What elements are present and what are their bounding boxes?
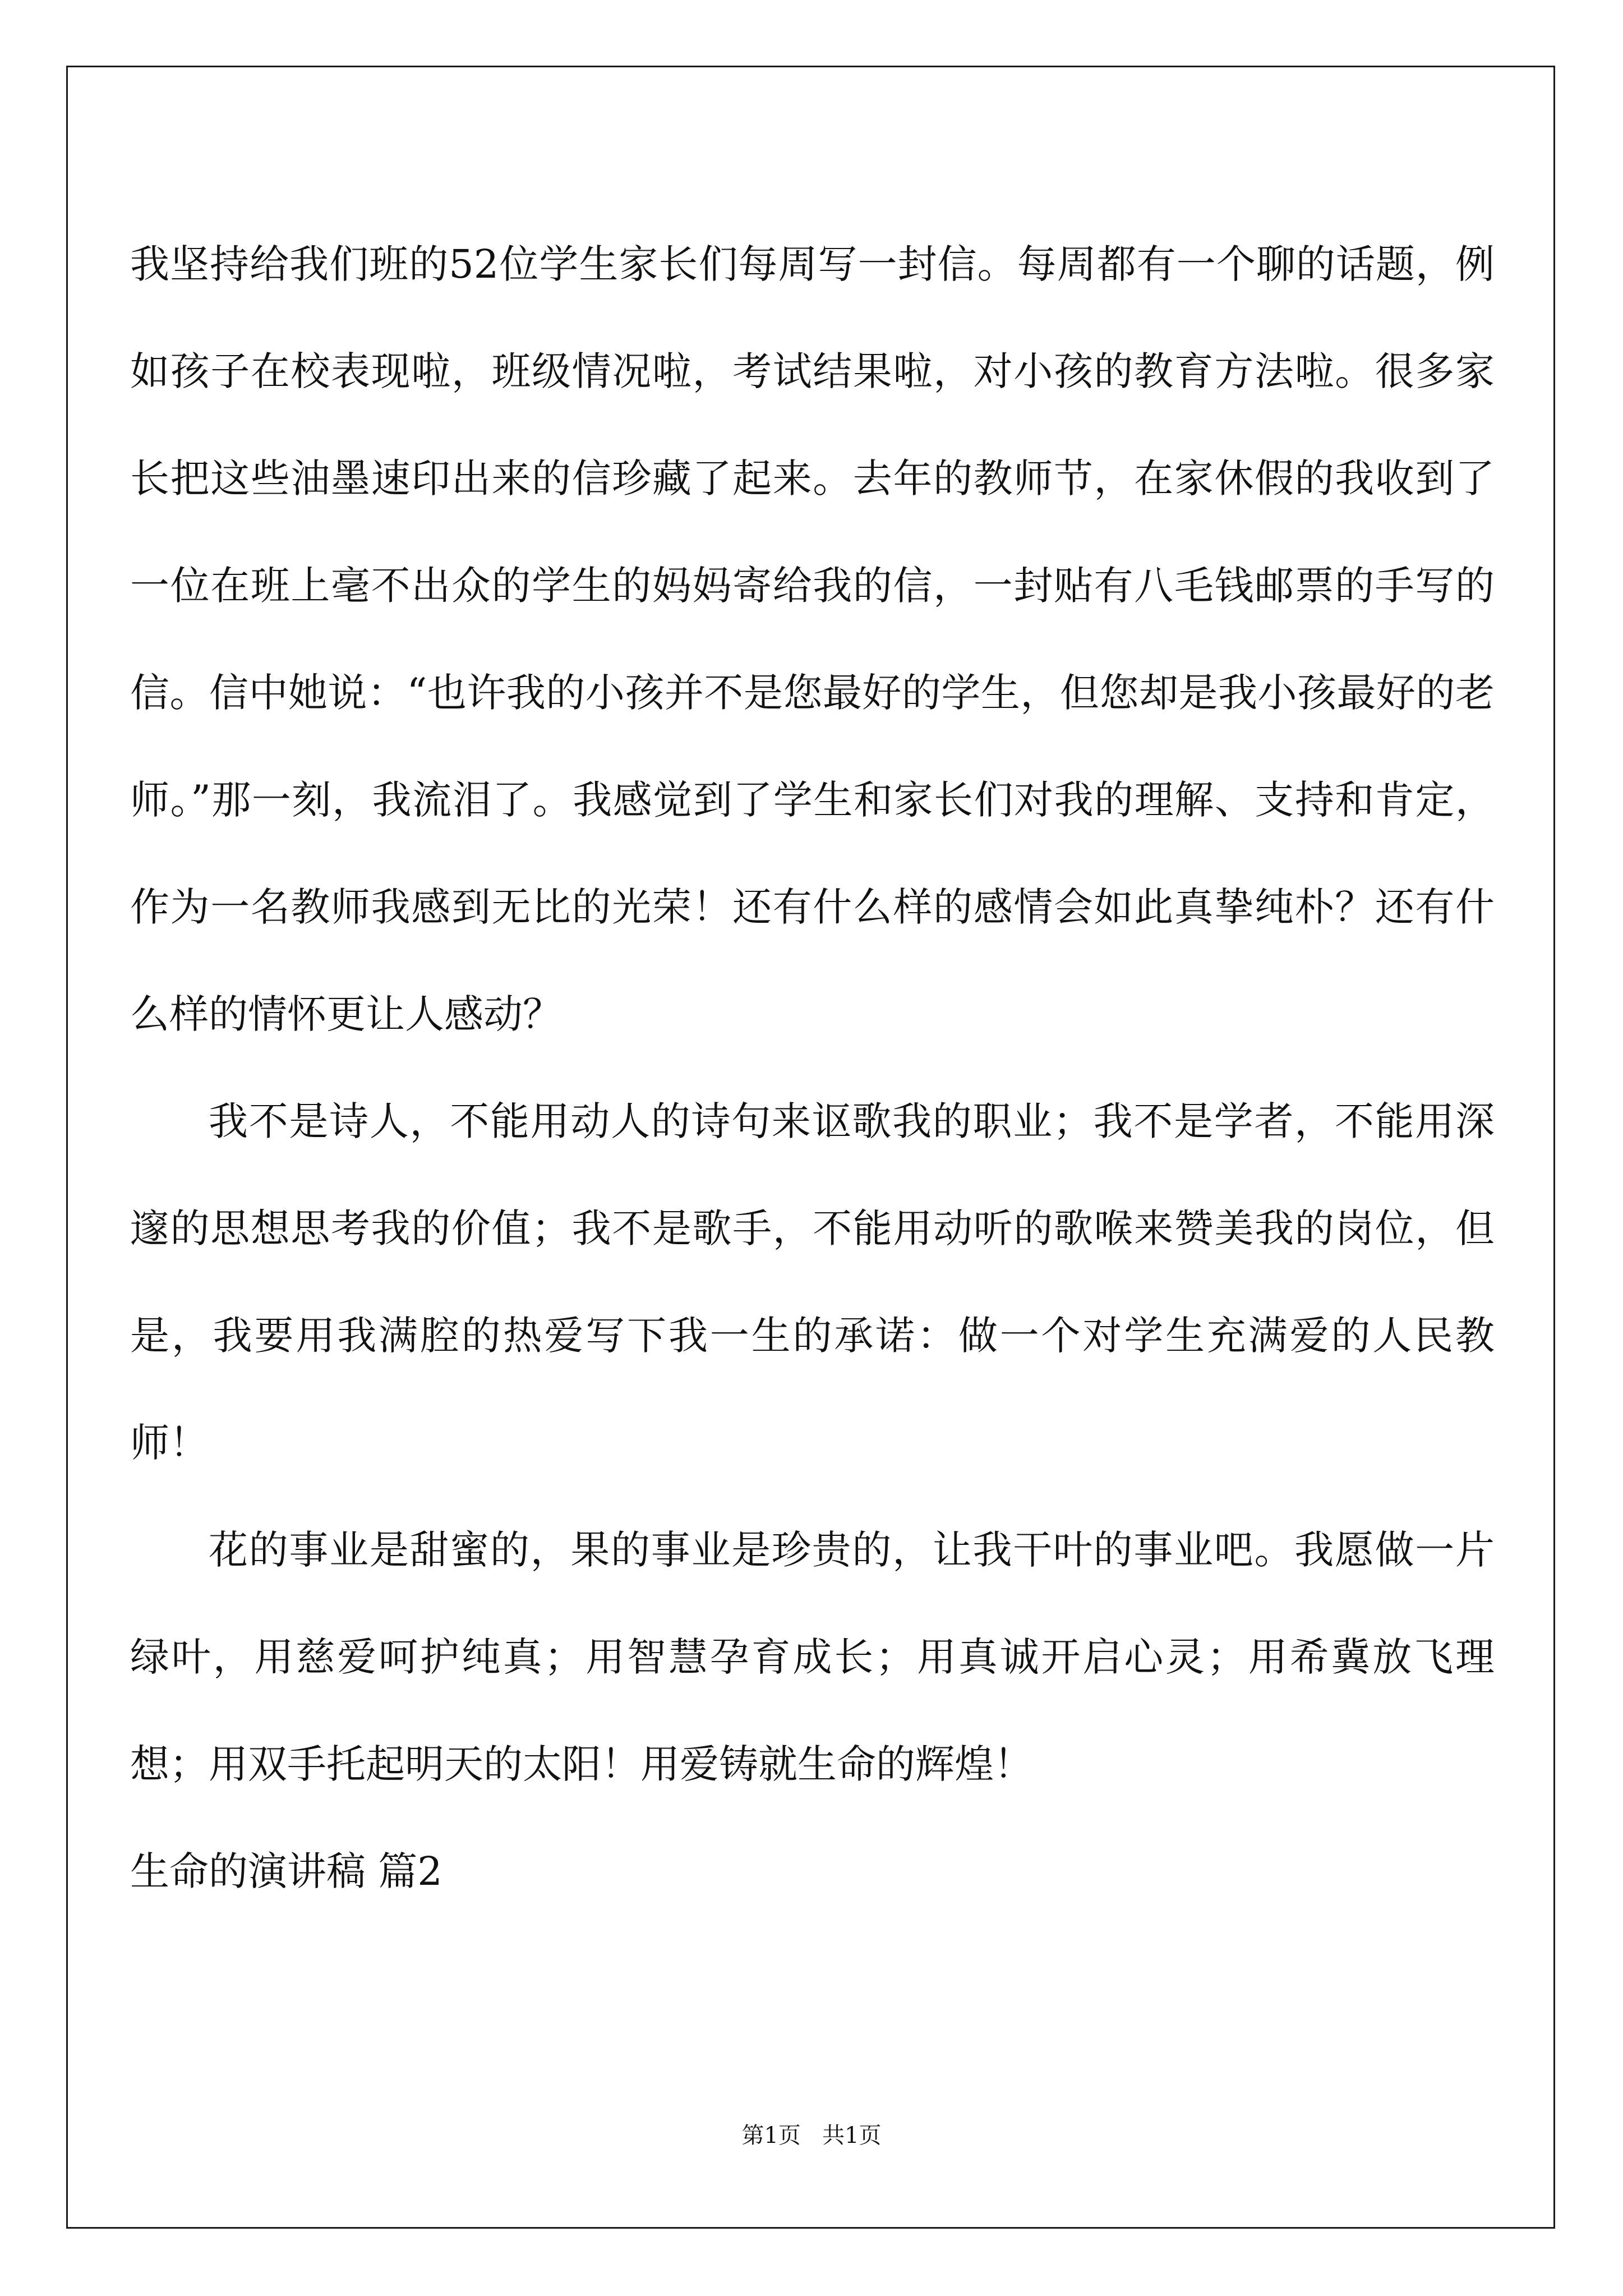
- paragraph-3: 花的事业是甜蜜的，果的事业是珍贵的，让我干叶的事业吧。我愿做一片绿叶，用慈爱呵护纯真；用智慧孕育成长；用真诚开启心灵；用希冀放飞理想；用双手托起明天的太阳！用爱铸就生命的辉煌！: [130, 1527, 1495, 1787]
- paragraph-1: 我坚持给我们班的52位学生家长们每周写一封信。每周都有一个聊的话题，例如孩子在校表现啦，班级情况啦，考试结果啦，对小孩的教育方法啦。很多家长把这些油墨速印出来的信珍藏了起来。去年的教师节，在家休假的我收到了一位在班上毫不出众的学生的妈妈寄给我的信，一封贴有八毛钱邮票的手写的信。信中她说：“也许我的小孩并不是您最好的学生，但您却是我小孩最好的老师。”那一刻，我流泪了。我感觉到了学生和家长们对我的理解、支持和肯定，作为一名教师我感到无比的光荣！还有什么样的感情会如此真挚纯朴？还有什么样的情怀更让人感动？: [130, 241, 1495, 1037]
- paragraph-2: 我不是诗人，不能用动人的诗句来讴歌我的职业；我不是学者，不能用深邃的思想思考我的价值；我不是歌手，不能用动听的歌喉来赞美我的岗位，但是，我要用我满腔的热爱写下我一生的承诺：做一个对学生充满爱的人民教师！: [130, 1098, 1495, 1466]
- section-heading: 生命的演讲稿 篇2: [130, 1848, 442, 1894]
- page-footer: [0, 2118, 1623, 2150]
- page-number: 第1页: [741, 2123, 801, 2148]
- document-body: [130, 211, 1495, 1925]
- page-total: 共1页: [822, 2123, 882, 2148]
